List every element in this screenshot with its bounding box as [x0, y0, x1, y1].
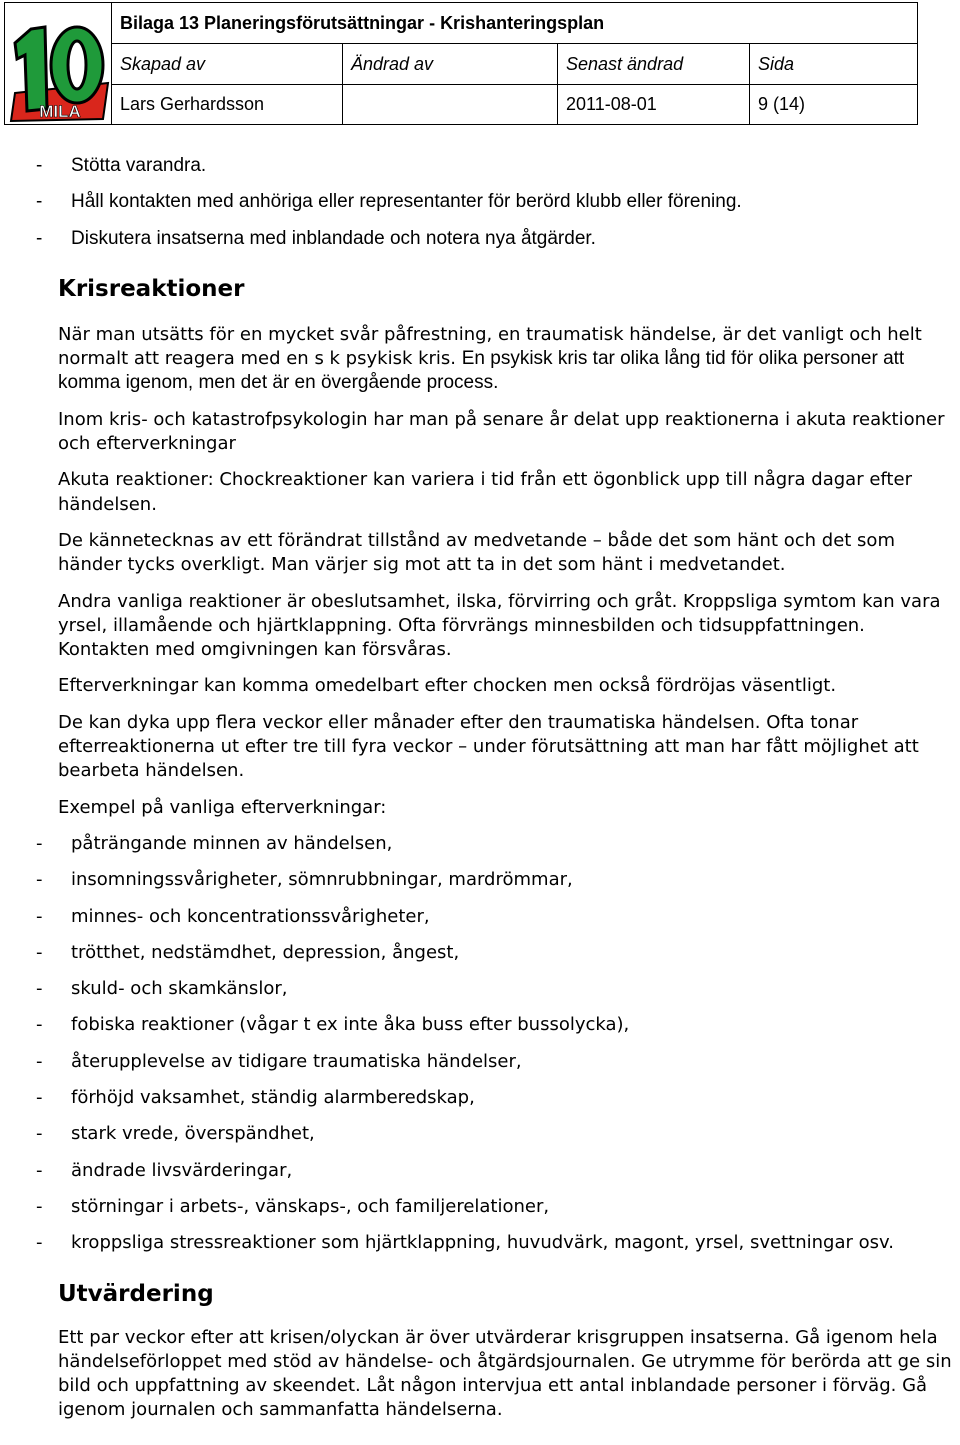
- list-item: - Håll kontakten med anhöriga eller representanter för berörd klubb eller förening.: [36, 191, 742, 213]
- last-changed-label: Senast ändrad: [557, 44, 749, 84]
- section-heading-utvardering: Utvärdering: [58, 1280, 214, 1307]
- examples-list: [0, 832, 958, 1256]
- list-item: - påträngande minnen av händelsen,: [36, 832, 393, 854]
- paragraph: Andra vanliga reaktioner är obeslutsamhet, ilska, förvirring och gråt. Kroppsliga symtom kan vara yrsel, illamående och hjärtklappning. Ofta förvrängs minnesbilden och tidsuppfattningen. Kontakten med omgivningen kan försvåras.: [58, 590, 941, 661]
- header-value-row: [112, 85, 917, 124]
- list-item: - störningar i arbets-, vänskaps-, och familjerelationer,: [36, 1195, 550, 1217]
- list-item: - skuld- och skamkänslor,: [36, 978, 288, 1000]
- paragraph: De kännetecknas av ett förändrat tillstånd av medvetande – både det som hänt och det som händer tycks overkligt. Man värjer sig mot att ta in det som hänt i medvetandet.: [58, 529, 895, 576]
- header-label-row: [112, 44, 917, 85]
- last-changed-value: 2011-08-01: [557, 85, 749, 124]
- paragraph: Akuta reaktioner: Chockreaktioner kan variera i tid från ett ögonblick upp till några dagar efter händelsen.: [58, 469, 912, 515]
- list-item: - trötthet, nedstämdhet, depression, ångest,: [36, 941, 460, 963]
- document-title: Bilaga 13 Planeringsförutsättningar - Krishanteringsplan: [120, 12, 605, 33]
- list-item: - kroppsliga stressreaktioner som hjärtklappning, huvudvärk, magont, yrsel, svettningar osv.: [36, 1232, 894, 1254]
- page-label: Sida: [749, 44, 917, 84]
- paragraph: Inom kris- och katastrofpsykologin har man på senare år delat upp reaktionerna i akuta reaktioner och efterverkningar: [58, 408, 945, 455]
- paragraph: Efterverkningar kan komma omedelbart efter chocken men också fördröjas väsentligt.: [58, 675, 837, 697]
- created-by-value: Lars Gerhardsson: [120, 94, 265, 114]
- paragraph: Exempel på vanliga efterverkningar:: [58, 796, 387, 818]
- paragraph: De kan dyka upp flera veckor eller månader efter den traumatiska händelsen. Ofta tonar efterreaktionerna ut efter tre till fyra veckor – under förutsättning att man har fått möjlighet att bearbeta händelsen.: [58, 711, 919, 782]
- list-item: - Stötta varandra.: [36, 155, 207, 176]
- changed-by-value: [342, 85, 557, 124]
- header-title-row: [112, 3, 917, 44]
- document-header: [4, 2, 918, 125]
- list-item: - insomningssvårigheter, sömnrubbningar, mardrömmar,: [36, 869, 573, 891]
- list-item: - minnes- och koncentrationssvårigheter,: [36, 905, 430, 927]
- list-item: - förhöjd vaksamhet, ständig alarmberedskap,: [36, 1087, 475, 1109]
- changed-by-label: Ändrad av: [342, 44, 557, 84]
- list-item: - Diskutera insatserna med inblandade och notera nya åtgärder.: [36, 227, 596, 249]
- list-item: - fobiska reaktioner (vågar t ex inte åka buss efter bussolycka),: [36, 1014, 630, 1036]
- list-item: - stark vrede, överspändhet,: [36, 1123, 315, 1145]
- list-item: - ändrade livsvärderingar,: [36, 1159, 293, 1181]
- list-item: - återupplevelse av tidigare traumatiska händelser,: [36, 1050, 522, 1072]
- section-heading-krisreaktioner: Krisreaktioner: [58, 275, 245, 302]
- paragraph: Ett par veckor efter att krisen/olyckan är över utvärderar krisgruppen insatserna. Gå igenom hela händelseförloppet med stöd av händelse- och åtgärdsjournalen. Ge utrymme för berörda att ge sin bild och uppfattning av skeendet. Låt någon intervjua ett antal inblandade personer i förväg. Gå igenom journalen och sammanfatta händelserna.: [58, 1326, 952, 1421]
- logo-text: MILA: [39, 102, 81, 121]
- logo-cell: [5, 3, 112, 124]
- 10-mila-logo-icon: [5, 3, 111, 124]
- page-value: 9 (14): [749, 85, 917, 124]
- paragraph: När man utsätts för en mycket svår påfrestning, en traumatisk händelse, är det vanligt och helt normalt att reagera med en s k psykisk kris. En psykisk kris tar olika lång tid för olika personer att komma igenom, men det är en övergående process.: [58, 323, 922, 394]
- document-body: [36, 154, 958, 1423]
- created-by-label: Skapad av: [120, 53, 206, 74]
